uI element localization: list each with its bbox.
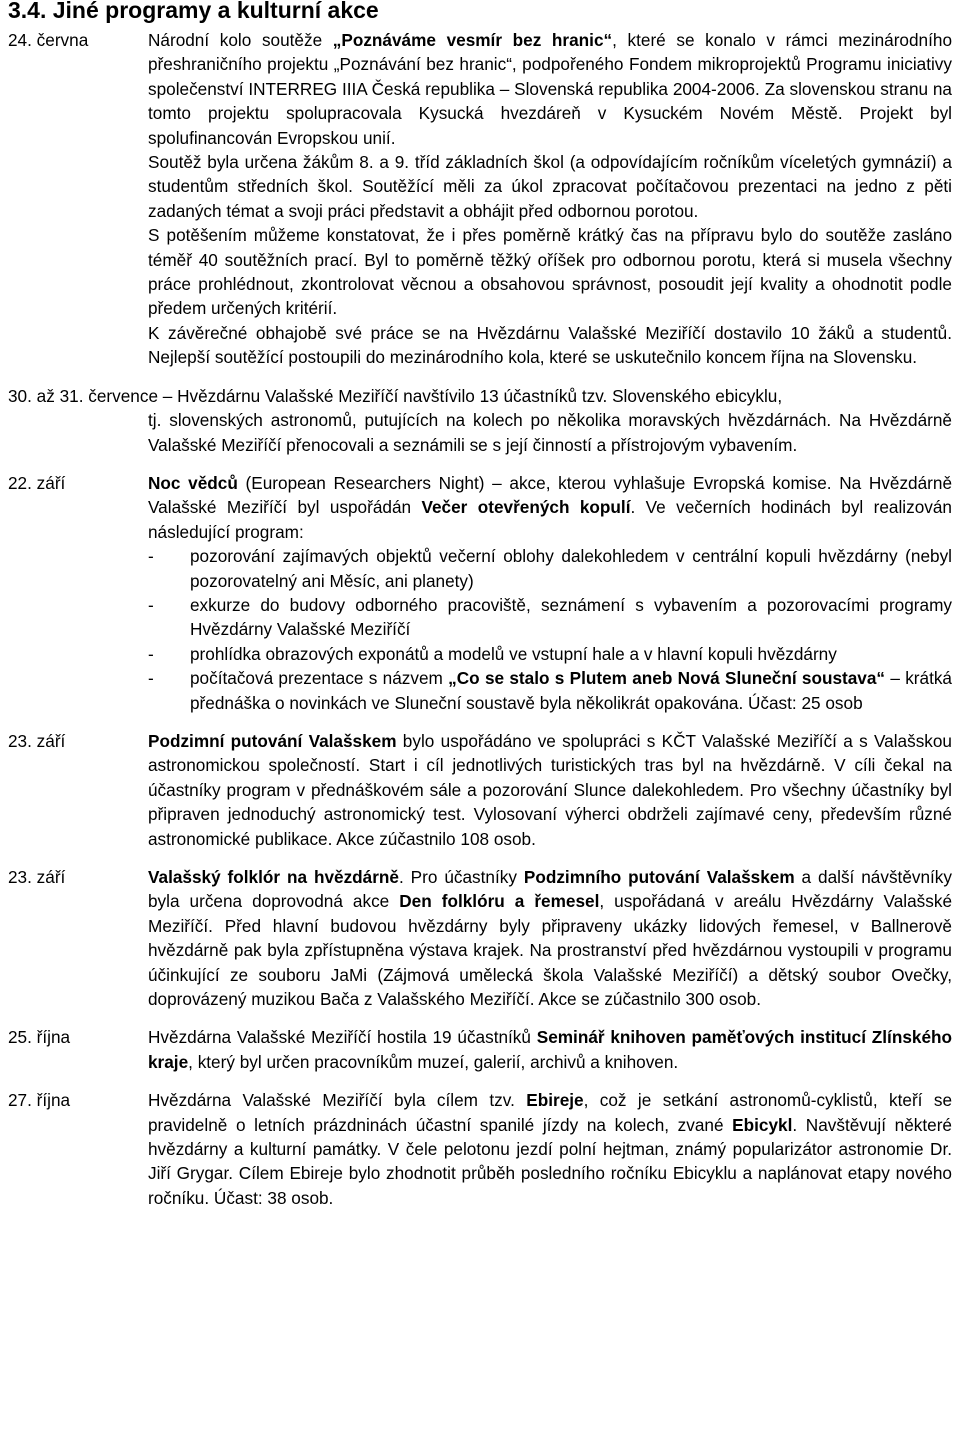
- event-description: [148, 28, 952, 370]
- event-entry: [8, 471, 952, 715]
- bold-title: „Poznáváme vesmír bez hranic“: [332, 30, 613, 50]
- event-date: 23. září: [8, 730, 66, 751]
- event-entry: [8, 1025, 952, 1074]
- event-date: 24. června: [8, 30, 89, 50]
- event-date: 27. října: [8, 1090, 71, 1111]
- list-item: [148, 642, 952, 666]
- event-entry: [8, 729, 952, 851]
- event-entry: [8, 865, 952, 1011]
- spacer: [8, 851, 952, 865]
- text-run: počítačová prezentace s názvem: [190, 668, 449, 689]
- text-run: – krátká přednáška o novinkách ve Sluneční soustavě byla několikrát opakována. Účast: 25 osob: [190, 668, 952, 713]
- paragraph: [148, 729, 952, 851]
- event-date: 25. října: [8, 1027, 71, 1048]
- event-description: tj. slovenských astronomů, putujících na kolech po několika moravských hvězdárnách. Na Hvězdárně Valašské Meziříčí přenocovali a seznámili se s její činností a přístrojovým vybavením.: [148, 410, 952, 455]
- list-item: [148, 544, 952, 593]
- event-entry: [8, 1088, 952, 1210]
- paragraph: [148, 865, 952, 1011]
- bold-title: Valašský folklór na hvězdárně: [148, 867, 399, 887]
- text-run: a další návštěvníky byla určena doprovodná akce: [148, 867, 952, 912]
- paragraph: [148, 28, 952, 150]
- bold-title: Podzimního putování Valašskem: [523, 867, 795, 887]
- paragraph: [148, 1025, 952, 1074]
- list-item: [148, 593, 952, 642]
- paragraph: [148, 1088, 952, 1210]
- spacer: [8, 1074, 952, 1088]
- list-item-text: [190, 666, 952, 715]
- event-entry: [8, 28, 952, 370]
- event-description: [148, 1088, 952, 1210]
- text-run: Hvězdárna Valašské Meziříčí byla cílem tzv.: [148, 1090, 527, 1111]
- event-description: [148, 471, 952, 715]
- event-description: [148, 729, 952, 851]
- bold-title: Večer otevřených kopulí: [421, 497, 631, 518]
- dash-bullet: -: [148, 594, 154, 615]
- bold-title: Seminář knihoven paměťových institucí Zlínského kraje: [148, 1027, 953, 1072]
- bold-title: Noc vědců: [148, 472, 238, 493]
- text-run: . Ve večerních hodinách byl realizován následující program:: [148, 497, 952, 542]
- event-date: 22. září: [8, 472, 66, 493]
- bold-title: Podzimní putování Valašskem: [148, 730, 397, 751]
- paragraph: K závěrečné obhajobě své práce se na Hvězdárnu Valašské Meziříčí dostavilo 10 žáků a studentů. Nejlepší soutěžící postoupili do mezinárodního kola, které se uskutečnilo koncem října na Slovensku.: [148, 322, 952, 368]
- list-item-text: prohlídka obrazových exponátů a modelů ve vstupní hale a v hlavní kopuli hvězdárny: [190, 643, 837, 664]
- section-heading: 3.4. Jiné programy a kulturní akce: [8, 0, 379, 23]
- text-run: , uspořádaná v areálu Hvězdárny Valašské Meziříčí. Před hlavní budovou hvězdárny byly připraveny ukázky lidových řemesel, v Ballnerově hvězdárně pak byla zpřístupněna výstava krajek. Na prostranství před hvězdárnou vystoupili v programu účinkující ze souboru JaMi (Zájmová umělecká škola Valašské Meziříčí) a dětský soubor Ovečky, doprovázený muzikou Bača z Valašského Meziříčí. Akce se zúčastnilo 300 osob.: [148, 891, 953, 1010]
- bold-title: Ebicykl: [732, 1114, 793, 1135]
- text-run: , který byl určen pracovníkům muzeí, galerií, archivů a knihoven.: [188, 1051, 679, 1072]
- text-run: Národní kolo soutěže: [148, 30, 333, 50]
- event-description: [148, 1025, 952, 1074]
- spacer: [8, 370, 952, 384]
- dash-bullet: -: [148, 546, 154, 567]
- spacer: [8, 1011, 952, 1025]
- bold-title: Ebireje: [526, 1090, 584, 1111]
- text-run: . Navštěvují některé hvězdárny a kulturní památky. V čele pelotonu jezdí polní hejtman, známý popularizátor astronomie Dr. Jiří Grygar. Cílem Ebireje bylo zhodnotit průběh posledního ročníku Ebicyklu a naplánovat etapy nového ročníku. Účast: 38 osob.: [148, 1114, 952, 1208]
- paragraph: S potěšením můžeme konstatovat, že i přes poměrně krátký čas na přípravu bylo do soutěže zasláno téměř 40 soutěžních prací. Byl to poměrně těžký oříšek pro odbornou porotu, která si musela všechny práce prohlédnout, zkontrolovat věcnou a obsahovou správnost, posoudit její kvality a ohodnotit podle předem určených kritérií.: [148, 225, 952, 319]
- paragraph: [148, 471, 952, 544]
- spacer: [8, 457, 952, 471]
- event-date: 23. září: [8, 867, 66, 887]
- text-run: (European Researchers Night) – akce, kterou vyhlašuje Evropská komise. Na Hvězdárně Valašské Meziříčí byl uspořádán: [148, 472, 952, 518]
- text-run: , které se konalo v rámci mezinárodního přeshraničního projektu „Poznávání bez hranic“, podpořeného Fondem mikroprojektů Programu iniciativy společenství INTERREG IIIA Česká republika – Slovenská republika 2004-2006. Za slovenskou stranu na tomto projektu spolupracovala Kysucká hvezdáreň v Kysuckém Novém Městě. Projekt byl spolufinancován Evropskou unií.: [148, 30, 953, 148]
- event-description: [148, 865, 952, 1011]
- text-run: . Pro účastníky: [398, 867, 524, 887]
- spacer: [8, 715, 952, 729]
- event-description-first-line: 30. až 31. července – Hvězdárnu Valašské Meziříčí navštívilo 13 účastníků tzv. Slovenského ebicyklu,: [8, 385, 783, 406]
- text-run: Hvězdárna Valašské Meziříčí hostila 19 účastníků: [148, 1027, 537, 1048]
- text-run: bylo uspořádáno ve spolupráci s KČT Valašské Meziříčí a s Valašskou astronomickou společností. Start i cíl jednotlivých turistických tras byl na hvězdárně. V cíli čekal na účastníky program v přednáškovém sále a pozorování Slunce dalekohledem. Pro všechny účastníky byl připraven jednoduchý astronomický test. Vylosovaní výherci obdrželi zajímavé ceny, především různé astronomické publikace. Akce zúčastnilo 108 osob.: [148, 730, 952, 849]
- bold-title: „Co se stalo s Plutem aneb Nová Sluneční soustava“: [448, 668, 886, 689]
- list-item-text: exkurze do budovy odborného pracoviště, seznámení s vybavením a pozorovacími programy Hvězdárny Valašské Meziříčí: [190, 594, 952, 640]
- paragraph: Soutěž byla určena žákům 8. a 9. tříd základních škol (a odpovídajícím ročníkům víceletých gymnázií) a studentům středních škol. Soutěžící měli za úkol zpracovat počítačovou prezentaci na jedno z pěti zadaných témat a svoji práci představit a obhájit před odbornou porotou.: [148, 152, 952, 221]
- program-list: [148, 544, 952, 715]
- list-item-text: pozorování zajímavých objektů večerní oblohy dalekohledem v centrální kopuli hvězdárny (nebyl pozorovatelný ani Měsíc, ani planety): [190, 546, 952, 591]
- text-run: , což je setkání astronomů-cyklistů, kteří se pravidelně o letních prázdninách účastní spanilé jízdy na kolech, zvané: [148, 1090, 952, 1135]
- dash-bullet: -: [148, 643, 154, 664]
- event-entry: [8, 384, 952, 457]
- dash-bullet: -: [148, 668, 154, 689]
- list-item: [148, 666, 952, 715]
- bold-title: Den folklóru a řemesel: [399, 891, 600, 912]
